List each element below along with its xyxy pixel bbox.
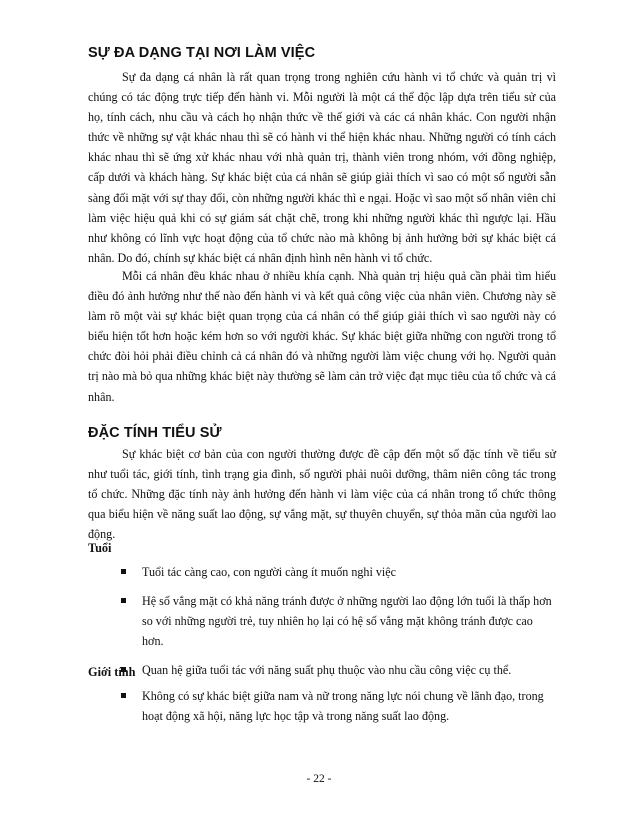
section-heading-biographical: ĐẶC TÍNH TIỂU SỬ <box>88 425 222 441</box>
list-item <box>0 591 638 651</box>
paragraph-diversity-2: Mỗi cá nhân đều khác nhau ở nhiều khía cạnh. Nhà quản trị hiệu quả cần phải tìm hiểu điều đó ảnh hưởng như thế nào đến hành vi và kết quả công việc của nhân viên. Chương này sẽ làm rõ một vài sự khác biệt quan trọng của cá nhân có thể giúp giải thích vì sao người này có biểu hiện tốt hơn hoặc kém hơn so với người khác. Sự khác biệt giữa những con người trong tổ chức đòi hỏi phải điều chỉnh cả cá nhân đó và những người làm việc chung với họ. Người quản trị nào mà bỏ qua những khác biệt này thường sẽ làm cản trở việc đạt mục tiêu của tổ chức và cá nhân. <box>88 269 556 404</box>
section-heading-diversity: SỰ ĐA DẠNG TẠI NƠI LÀM VIỆC <box>88 45 316 61</box>
list-item-text: Hệ số vắng mặt có khả năng tránh được ở những người lao động lớn tuổi là thấp hơn so với những người trẻ, tuy nhiên họ lại có hệ số vắng mặt không tránh được cao hơn. <box>142 594 552 649</box>
gender-bullet-list <box>0 686 638 735</box>
subheading-age: Tuổi <box>88 541 112 555</box>
list-item-text: Không có sự khác biệt giữa nam và nữ trong năng lực nói chung về lãnh đạo, trong hoạt động xã hội, năng lực học tập và trong năng suất lao động. <box>142 689 544 724</box>
paragraph-diversity-1: Sự đa dạng cá nhân là rất quan trọng trong nghiên cứu hành vi tổ chức và quản trị vì chúng có tác động trực tiếp đến hành vi. Mỗi người là một cá thể độc lập dựa trên tiểu sử của họ, tính cách, nhu cầu và cách họ nhận thức về thế giới và các cá nhân khác. Con người nhận thức về những sự vật khác nhau thì sẽ có hành vi thể hiện khác nhau. Những người có tính cách khác nhau thì sẽ ứng xử khác nhau với nhà quản trị, thành viên trong nhóm, với đồng nghiệp, cấp dưới và khách hàng. Sự khác biệt của cá nhân sẽ giúp giải thích vì sao có một số người sẵn sàng đối mặt với sự thay đổi, còn những người khác thì e ngại. Hoặc vì sao một số nhân viên chỉ làm việc hiệu quả khi có sự giám sát chặt chẽ, trong khi những người khác thì ngược lại. Hầu như không có lĩnh vực hoạt động của tổ chức nào mà không bị ảnh hưởng bởi sự khác biệt cá nhân. Do đó, chính sự khác biệt cá nhân định hình nên hành vi tổ chức. <box>88 70 556 265</box>
paragraph-biographical: Sự khác biệt cơ bản của con người thường được đề cập đến một số đặc tính về tiểu sử như tuổi tác, giới tính, tình trạng gia đình, số người phải nuôi dưỡng, thâm niên công tác trong tổ chức. Những đặc tính này ảnh hưởng đến hành vi làm việc của cá nhân trong tổ chức thông qua biểu hiện về năng suất lao động, sự vắng mặt, sự thuyên chuyển, sự thỏa mãn của người lao động. <box>88 447 556 542</box>
list-item <box>0 686 638 726</box>
list-item-text: Tuổi tác càng cao, con người càng ít muốn nghỉ việc <box>142 565 396 579</box>
bullet-marker <box>121 693 126 698</box>
list-item <box>0 562 638 582</box>
bullet-marker <box>121 569 126 574</box>
page-number: - 22 - <box>306 773 332 785</box>
list-item-text: Quan hệ giữa tuổi tác với năng suất phụ thuộc vào nhu cầu công việc cụ thể. <box>142 663 512 678</box>
bullet-marker <box>121 598 126 603</box>
subheading-gender: Giới tính <box>88 665 136 679</box>
